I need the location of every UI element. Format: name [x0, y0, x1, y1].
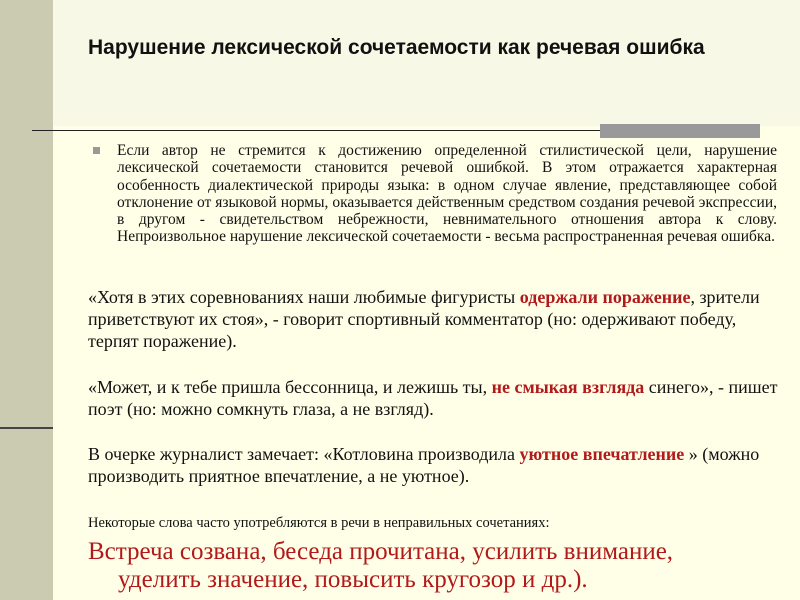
wrong-collocations-list	[88, 538, 788, 594]
intro-paragraph: Если автор не стремится к достижению определенной стилистической цели, нарушение лексической сочетаемости становится речевой ошибкой. В этом отражается характерная особенность диалектической природы языка: в одном случае явление, представляющее собой отклонение от языковой нормы, оказывается действенным средством создания речевой экспрессии, в другом - свидетельством небрежности, невнимательного отношения автора к слову. Непроизвольное нарушение лексической сочетаемости - весьма распространенная речевая ошибка.	[117, 142, 777, 246]
example-text: «Хотя в этих соревнованиях наши любимые фигуристы	[88, 287, 520, 307]
bullet-square-icon	[93, 147, 100, 154]
note-text: Некоторые слова часто употребляются в речи в неправильных сочетаниях:	[88, 515, 550, 531]
left-decorative-band	[0, 0, 53, 600]
wrong-collocations-line-1: Встреча созвана, беседа прочитана, усилить внимание,	[88, 538, 674, 565]
example-insomnia	[88, 376, 778, 420]
example-text: «Может, и к тебе пришла бессонница, и лежишь ты,	[88, 377, 492, 397]
example-text: , зрители приветствуют их стоя», - говорит спортивный комментатор (но: одерживают победу, терпят поражение).	[88, 287, 760, 351]
example-text: синего», - пишет поэт (но: можно сомкнуть глаза, а не взгляд).	[88, 377, 778, 419]
example-cozy-impression	[88, 443, 778, 487]
error-highlight: не смыкая взгляда	[491, 377, 645, 397]
slide-title: Нарушение лексической сочетаемости как речевая ошибка	[88, 36, 705, 59]
example-text: » (можно производить приятное впечатление, а не уютное).	[88, 444, 760, 486]
example-figure-skaters	[88, 286, 778, 352]
left-band-divider	[0, 427, 53, 429]
error-highlight: уютное впечатление	[519, 444, 685, 464]
example-text: В очерке журналист замечает: «Котловина производила	[88, 444, 520, 464]
error-highlight: одержали поражение	[519, 287, 691, 307]
wrong-collocations-line-2: уделить значение, повысить кругозор и др.).	[118, 566, 588, 593]
title-divider-bar	[600, 124, 760, 138]
